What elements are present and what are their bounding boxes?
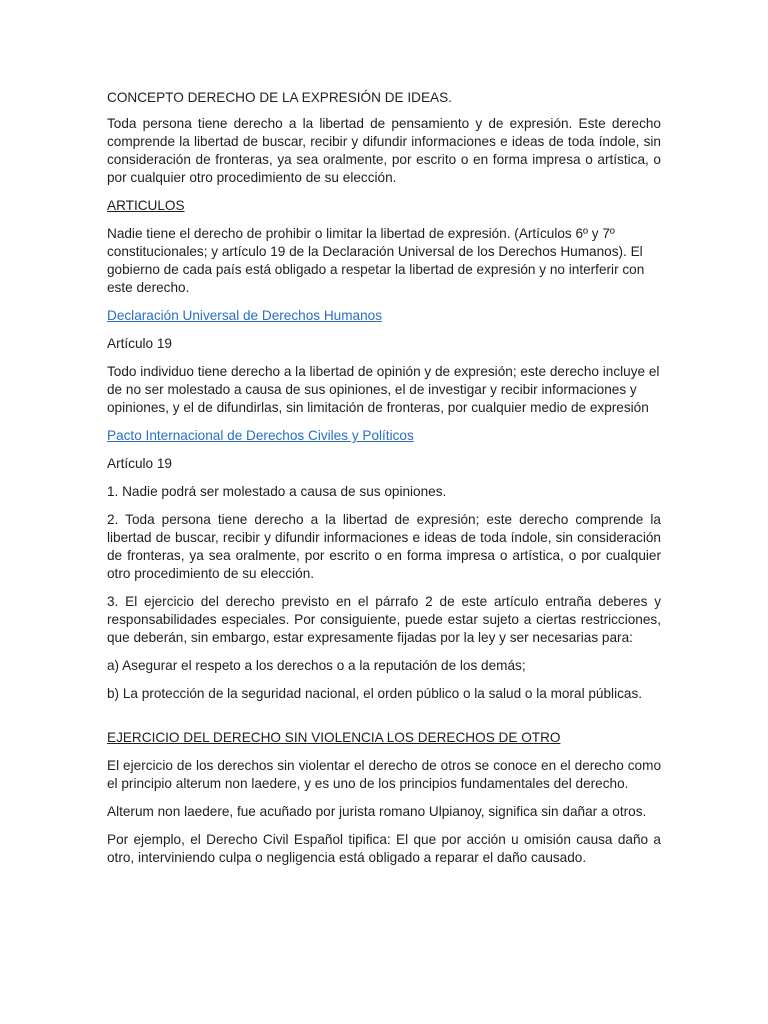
pacto-articulo-label: Artículo 19 [107, 456, 172, 471]
pacto-item-b: b) La protección de la seguridad nacional, el orden público o la salud o la moral públicas. [107, 686, 643, 701]
pacto-item-1: 1. Nadie podrá ser molestado a causa de sus opiniones. [107, 484, 447, 499]
pacto-item-a: a) Asegurar el respeto a los derechos o a la reputación de los demás; [107, 658, 526, 673]
declaracion-articulo-label: Artículo 19 [107, 336, 172, 351]
declaracion-paragraph: Todo individuo tiene derecho a la libertad de opinión y de expresión; este derecho incluye el de no ser molestado a causa de sus opiniones, el de investigar y recibir informaciones y opiniones, y el de difundirlas, sin limitación de fronteras, por cualquier medio de expresión [107, 364, 660, 415]
alterum-paragraph: Alterum non laedere, fue acuñado por jurista romano Ulpianoy, significa sin dañar a otros. [107, 804, 647, 819]
pacto-item-2: 2. Toda persona tiene derecho a la libertad de expresión; este derecho comprende la libertad de buscar, recibir y difundir informaciones e ideas de toda índole, sin consideración de fronteras, ya sea oralmente, por escrito o en forma impresa o artística, o por cualquier otro procedimiento de su elección. [107, 512, 661, 581]
ejercicio-paragraph: El ejercicio de los derechos sin violentar el derecho de otros se conoce en el derecho como el principio alterum non laedere, y es uno de los principios fundamentales del derecho. [107, 758, 661, 791]
intro-paragraph: Toda persona tiene derecho a la libertad de pensamiento y de expresión. Este derecho comprende la libertad de buscar, recibir y difundir informaciones e ideas de toda índole, sin consideración de fronteras, ya sea oralmente, por escrito o en forma impresa o artística, o por cualquier otro procedimiento de su elección. [107, 116, 661, 185]
ejercicio-heading: EJERCICIO DEL DERECHO SIN VIOLENCIA LOS DERECHOS DE OTRO [107, 730, 561, 745]
pacto-item-3: 3. El ejercicio del derecho previsto en el párrafo 2 de este artículo entraña deberes y responsabilidades especiales. Por consiguiente, puede estar sujeto a ciertas restricciones, que deberán, sin embargo, estar expresamente fijadas por la ley y ser necesarias para: [107, 594, 661, 645]
declaracion-universal-link[interactable]: Declaración Universal de Derechos Humanos [107, 308, 383, 323]
document-title: CONCEPTO DERECHO DE LA EXPRESIÓN DE IDEAS. [107, 90, 452, 105]
ejemplo-paragraph: Por ejemplo, el Derecho Civil Español tipifica: El que por acción u omisión causa daño a otro, interviniendo culpa o negligencia está obligado a reparar el daño causado. [107, 832, 661, 865]
articulos-paragraph: Nadie tiene el derecho de prohibir o limitar la libertad de expresión. (Artículos 6º y 7º constitucionales; y artículo 19 de la Declaración Universal de los Derechos Humanos). El gobierno de cada país está obligado a respetar la libertad de expresión y no interferir con este derecho. [107, 226, 645, 295]
document-page [107, 89, 661, 877]
pacto-internacional-link[interactable]: Pacto Internacional de Derechos Civiles y Políticos [107, 428, 414, 443]
articulos-heading: ARTICULOS [107, 198, 185, 213]
